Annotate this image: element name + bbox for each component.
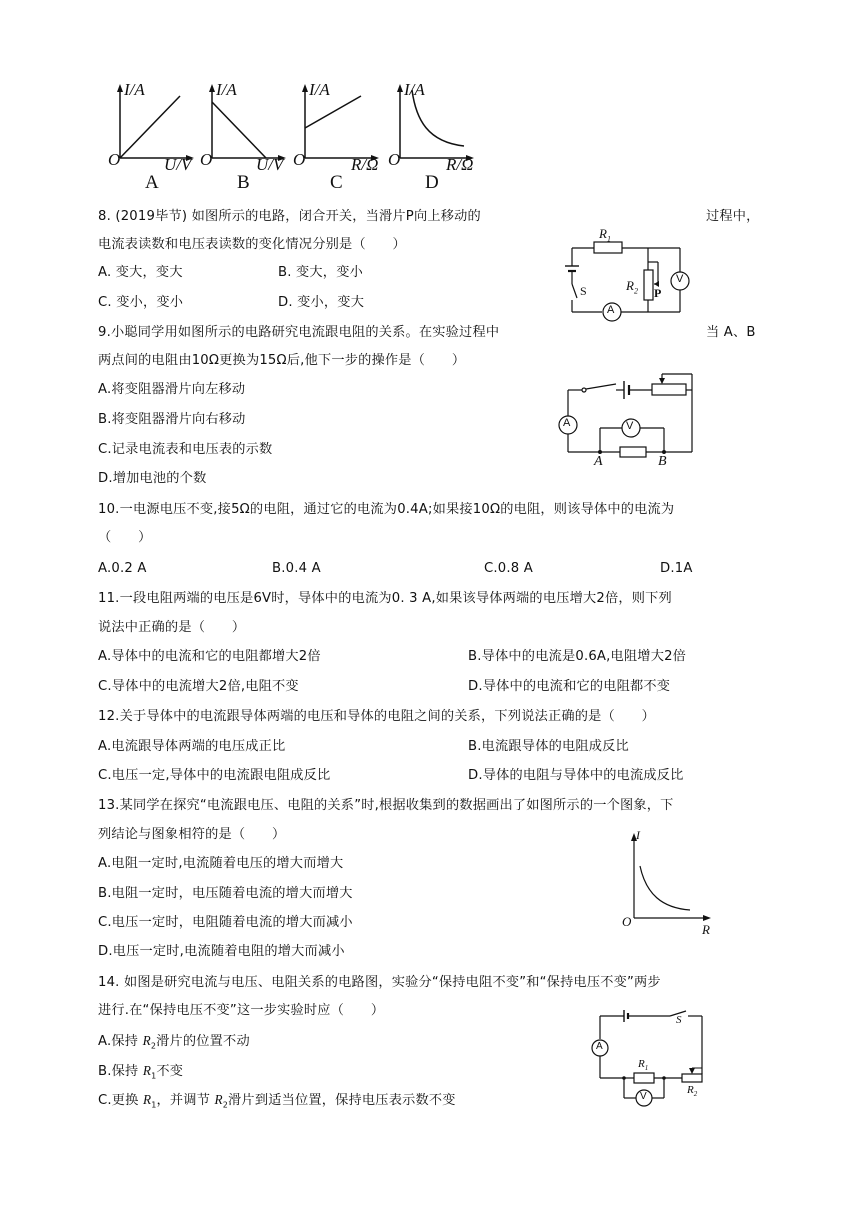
q11-stem-line2: 说法中正确的是（ ） <box>98 620 246 635</box>
graph-d-ylabel: I/A <box>404 80 425 99</box>
q10-option-c[interactable]: C.0.8 A <box>484 561 533 576</box>
q9-point-a-label: A <box>594 454 603 469</box>
q8-circuit-diagram <box>560 228 700 324</box>
graph-a-origin: O <box>108 150 121 169</box>
q14-stem-line1: 14. 如图是研究电流与电压、电阻关系的电路图，实验分“保持电阻不变”和“保持电压不变”两步 <box>98 975 661 990</box>
graph-d-origin: O <box>388 150 401 169</box>
graph-a <box>108 80 198 195</box>
q14-switch-label: S <box>676 1014 682 1026</box>
q13-stem-line2: 列结论与图象相符的是（ ） <box>98 827 286 842</box>
q8-switch-label: S <box>580 284 587 298</box>
graph-c-xlabel: R/Ω <box>351 155 379 174</box>
q14-option-a[interactable]: A.保持 $R_2$滑片的位置不动 <box>98 1033 250 1051</box>
q14-r1-label: $R_1$ <box>638 1058 649 1073</box>
q10-option-b[interactable]: B.0.4 A <box>272 561 321 576</box>
graph-d-xlabel: R/Ω <box>446 155 474 174</box>
q10-option-a[interactable]: A.0.2 A <box>98 561 147 576</box>
q8-stem-line1-right: 过程中， <box>706 209 760 224</box>
graph-b-ylabel: I/A <box>216 80 237 99</box>
q13-graph-ylabel: I <box>636 828 640 842</box>
q8-option-c[interactable]: C. 变小，变小 <box>98 295 184 310</box>
q10-option-d[interactable]: D.1A <box>660 561 693 576</box>
graph-a-xlabel: U/V <box>164 155 192 174</box>
q11-option-d[interactable]: D.导体中的电流和它的电阻都不变 <box>468 679 671 694</box>
q11-option-a[interactable]: A.导体中的电流和它的电阻都增大2倍 <box>98 649 321 664</box>
q8-option-a[interactable]: A. 变大，变大 <box>98 265 183 280</box>
q9-point-b-label: B <box>658 454 667 469</box>
q8-r2-label: $R_2$ <box>626 278 638 296</box>
q9-stem-line1-right: 当 A、B <box>706 325 756 340</box>
q9-option-c[interactable]: C.记录电流表和电压表的示数 <box>98 442 273 457</box>
q8-stem-line1: 8. (2019毕节) 如图所示的电路，闭合开关，当滑片P向上移动的 <box>98 209 481 224</box>
q13-graph <box>616 824 716 936</box>
q9-circuit-diagram <box>552 368 702 474</box>
q13-option-b[interactable]: B.电阻一定时，电压随着电流的增大而增大 <box>98 886 353 901</box>
q8-stem-line2: 电流表读数和电压表读数的变化情况分别是（ ） <box>98 237 406 252</box>
q8-slider-label: P <box>654 286 662 300</box>
q8-r1-label: $R_1$ <box>599 226 611 244</box>
q12-option-b[interactable]: B.电流跟导体的电阻成反比 <box>468 739 629 754</box>
graph-a-ylabel: I/A <box>124 80 145 99</box>
q14-r2-label: $R_2$ <box>687 1084 698 1099</box>
q14-circuit-diagram <box>584 1008 714 1112</box>
q9-voltmeter-label: V <box>626 420 634 432</box>
q10-stem-line2: （ ） <box>98 530 152 545</box>
q8-ammeter-label: A <box>607 304 615 316</box>
q14-ammeter-label: A <box>596 1041 603 1052</box>
q8-option-d[interactable]: D. 变小，变大 <box>278 295 365 310</box>
q14-option-b[interactable]: B.保持 $R_1$不变 <box>98 1063 184 1081</box>
q9-option-b[interactable]: B.将变阻器滑片向右移动 <box>98 412 246 427</box>
q11-option-c[interactable]: C.导体中的电流增大2倍,电阻不变 <box>98 679 299 694</box>
graph-b <box>200 80 295 195</box>
q10-stem-line1: 10.一电源电压不变,接5Ω的电阻，通过它的电流为0.4A;如果接10Ω的电阻，则该导体中的电流为 <box>98 502 675 517</box>
graph-c-origin: O <box>293 150 306 169</box>
q8-option-b[interactable]: B. 变大，变小 <box>278 265 363 280</box>
q11-stem-line1: 11.一段电阻两端的电压是6V时，导体中的电流为0. 3 A,如果该导体两端的电压增大2倍，则下列 <box>98 591 672 606</box>
q14-stem-line2: 进行.在“保持电压不变”这一步实验时应（ ） <box>98 1003 385 1018</box>
q13-option-c[interactable]: C.电压一定时，电阻随着电流的增大而减小 <box>98 915 353 930</box>
q13-graph-origin: O <box>622 914 632 929</box>
graph-a-letter: A <box>145 172 159 193</box>
q9-stem-line1: 9.小聪同学用如图所示的电路研究电流跟电阻的关系。在实验过程中 <box>98 325 500 340</box>
graph-d-letter: D <box>425 172 439 193</box>
graph-b-xlabel: U/V <box>256 155 284 174</box>
q13-graph-xlabel: R <box>702 922 710 937</box>
q9-ammeter-label: A <box>563 417 571 429</box>
q12-option-d[interactable]: D.导体的电阻与导体中的电流成反比 <box>468 768 684 783</box>
graph-c <box>293 80 388 195</box>
q9-option-a[interactable]: A.将变阻器滑片向左移动 <box>98 382 246 397</box>
q9-stem-line2: 两点间的电阻由10Ω更换为15Ω后,他下一步的操作是（ ） <box>98 353 466 368</box>
graph-b-origin: O <box>200 150 213 169</box>
graph-d <box>388 80 483 195</box>
graph-c-ylabel: I/A <box>309 80 330 99</box>
q14-voltmeter-label: V <box>640 1091 647 1102</box>
q12-stem-line1: 12.关于导体中的电流跟导体两端的电压和导体的电阻之间的关系，下列说法正确的是（ ） <box>98 709 656 724</box>
q13-option-d[interactable]: D.电压一定时,电流随着电阻的增大而减小 <box>98 944 345 959</box>
q11-option-b[interactable]: B.导体中的电流是0.6A,电阻增大2倍 <box>468 649 687 664</box>
q12-option-a[interactable]: A.电流跟导体两端的电压成正比 <box>98 739 286 754</box>
graph-b-letter: B <box>237 172 250 193</box>
graph-c-letter: C <box>330 172 343 193</box>
q9-option-d[interactable]: D.增加电池的个数 <box>98 471 207 486</box>
q14-option-c[interactable]: C.更换 $R_1$，并调节 $R_2$滑片到适当位置，保持电压表示数不变 <box>98 1092 456 1110</box>
q12-option-c[interactable]: C.电压一定,导体中的电流跟电阻成反比 <box>98 768 331 783</box>
q13-stem-line1: 13.某同学在探究“电流跟电压、电阻的关系”时,根据收集到的数据画出了如图所示的一个图象，下 <box>98 798 674 813</box>
q8-voltmeter-label: V <box>676 273 684 285</box>
q13-option-a[interactable]: A.电阻一定时,电流随着电压的增大而增大 <box>98 856 344 871</box>
